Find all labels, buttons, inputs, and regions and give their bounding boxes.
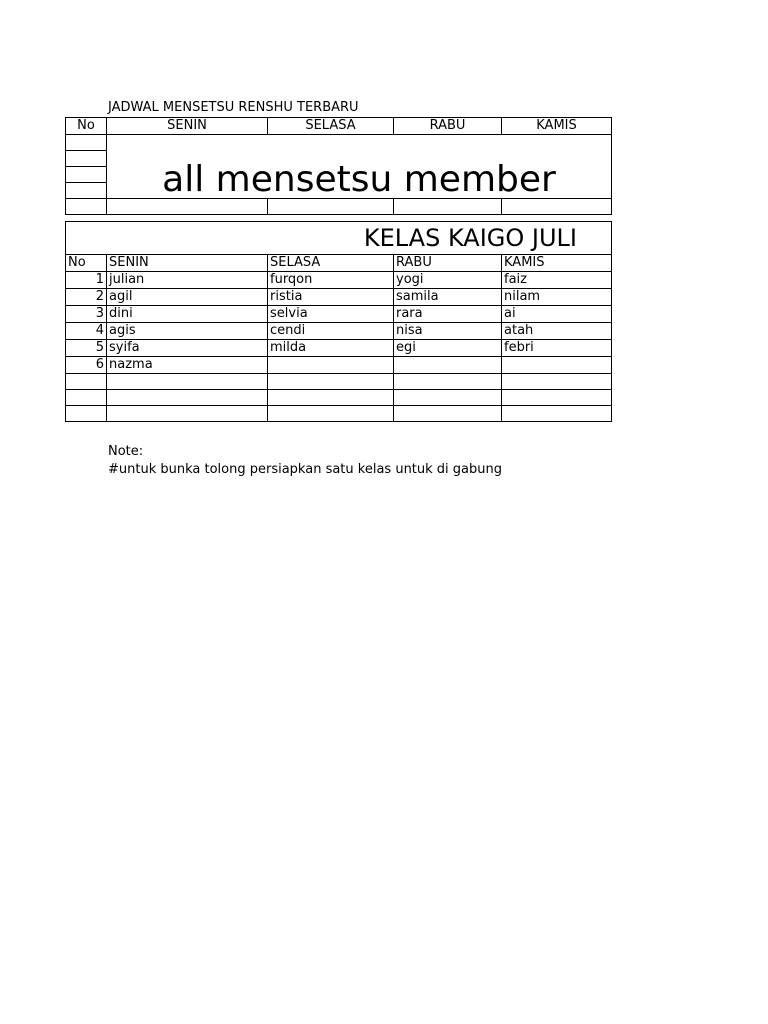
class-header-rabu[interactable]: RABU (394, 255, 502, 272)
selasa-cell[interactable]: selvia (268, 306, 394, 323)
header-rabu[interactable]: RABU (394, 118, 502, 135)
cell-no[interactable] (66, 151, 107, 167)
row-number[interactable] (66, 406, 107, 422)
banner-cell[interactable] (107, 135, 612, 199)
sheet-title: JADWAL MENSETSU RENSHU TERBARU (108, 100, 359, 115)
senin-cell[interactable] (107, 390, 268, 406)
row-number[interactable]: 4 (66, 323, 107, 340)
cell[interactable] (107, 199, 268, 215)
rabu-cell[interactable]: egi (394, 340, 502, 357)
row-number[interactable]: 2 (66, 289, 107, 306)
rabu-cell[interactable] (394, 390, 502, 406)
header-selasa[interactable]: SELASA (268, 118, 394, 135)
table-row (66, 357, 612, 374)
selasa-cell[interactable] (268, 357, 394, 374)
rabu-cell[interactable] (394, 357, 502, 374)
senin-cell[interactable] (107, 406, 268, 422)
selasa-cell[interactable] (268, 406, 394, 422)
table-row (66, 306, 612, 323)
senin-cell[interactable]: agil (107, 289, 268, 306)
kamis-cell[interactable]: febri (502, 340, 612, 357)
kamis-cell[interactable] (502, 357, 612, 374)
row-number[interactable]: 5 (66, 340, 107, 357)
selasa-cell[interactable] (268, 390, 394, 406)
note-text: #untuk bunka tolong persiapkan satu kelas untuk di gabung (108, 462, 502, 477)
kamis-cell[interactable]: ai (502, 306, 612, 323)
schedule-row (66, 199, 612, 215)
class-header-kamis[interactable]: KAMIS (502, 255, 612, 272)
row-number[interactable]: 6 (66, 357, 107, 374)
kamis-cell[interactable] (502, 374, 612, 390)
kamis-cell[interactable]: faiz (502, 272, 612, 289)
table-row (66, 340, 612, 357)
rabu-cell[interactable]: samila (394, 289, 502, 306)
senin-cell[interactable]: nazma (107, 357, 268, 374)
class-header-row (66, 255, 612, 272)
selasa-cell[interactable]: milda (268, 340, 394, 357)
row-number[interactable] (66, 390, 107, 406)
cell-no[interactable] (66, 135, 107, 151)
selasa-cell[interactable]: ristia (268, 289, 394, 306)
table-row (66, 289, 612, 306)
kamis-cell[interactable] (502, 406, 612, 422)
senin-cell[interactable]: julian (107, 272, 268, 289)
selasa-cell[interactable]: furqon (268, 272, 394, 289)
cell[interactable] (268, 199, 394, 215)
class-header-no[interactable]: No (66, 255, 107, 272)
kamis-cell[interactable]: nilam (502, 289, 612, 306)
class-header-senin[interactable]: SENIN (107, 255, 268, 272)
table-row (66, 272, 612, 289)
rabu-cell[interactable]: nisa (394, 323, 502, 340)
class-header-selasa[interactable]: SELASA (268, 255, 394, 272)
note-block (108, 443, 502, 479)
row-number[interactable]: 3 (66, 306, 107, 323)
selasa-cell[interactable]: cendi (268, 323, 394, 340)
table-row (66, 374, 612, 390)
row-number[interactable] (66, 374, 107, 390)
selasa-cell[interactable] (268, 374, 394, 390)
rabu-cell[interactable]: rara (394, 306, 502, 323)
table-row (66, 390, 612, 406)
cell-no[interactable] (66, 183, 107, 199)
mensetsu-schedule-table (65, 117, 612, 215)
cell-no[interactable] (66, 167, 107, 183)
rabu-cell[interactable] (394, 406, 502, 422)
rabu-cell[interactable] (394, 374, 502, 390)
row-number[interactable]: 1 (66, 272, 107, 289)
kamis-cell[interactable]: atah (502, 323, 612, 340)
cell[interactable] (502, 199, 612, 215)
kamis-cell[interactable] (502, 390, 612, 406)
table-row (66, 406, 612, 422)
schedule-row (66, 135, 612, 151)
note-label: Note: (108, 444, 144, 459)
header-no[interactable]: No (66, 118, 107, 135)
class-title[interactable]: KELAS KAIGO JULI (66, 222, 612, 255)
kelas-kaigo-table (65, 221, 612, 422)
schedule-header-row (66, 118, 612, 135)
senin-cell[interactable]: dini (107, 306, 268, 323)
senin-cell[interactable] (107, 374, 268, 390)
header-kamis[interactable]: KAMIS (502, 118, 612, 135)
cell[interactable] (394, 199, 502, 215)
class-title-row (66, 222, 612, 255)
header-senin[interactable]: SENIN (107, 118, 268, 135)
banner-text: all mensetsu member (162, 158, 556, 199)
rabu-cell[interactable]: yogi (394, 272, 502, 289)
table-row (66, 323, 612, 340)
senin-cell[interactable]: agis (107, 323, 268, 340)
cell[interactable] (66, 199, 107, 215)
senin-cell[interactable]: syifa (107, 340, 268, 357)
